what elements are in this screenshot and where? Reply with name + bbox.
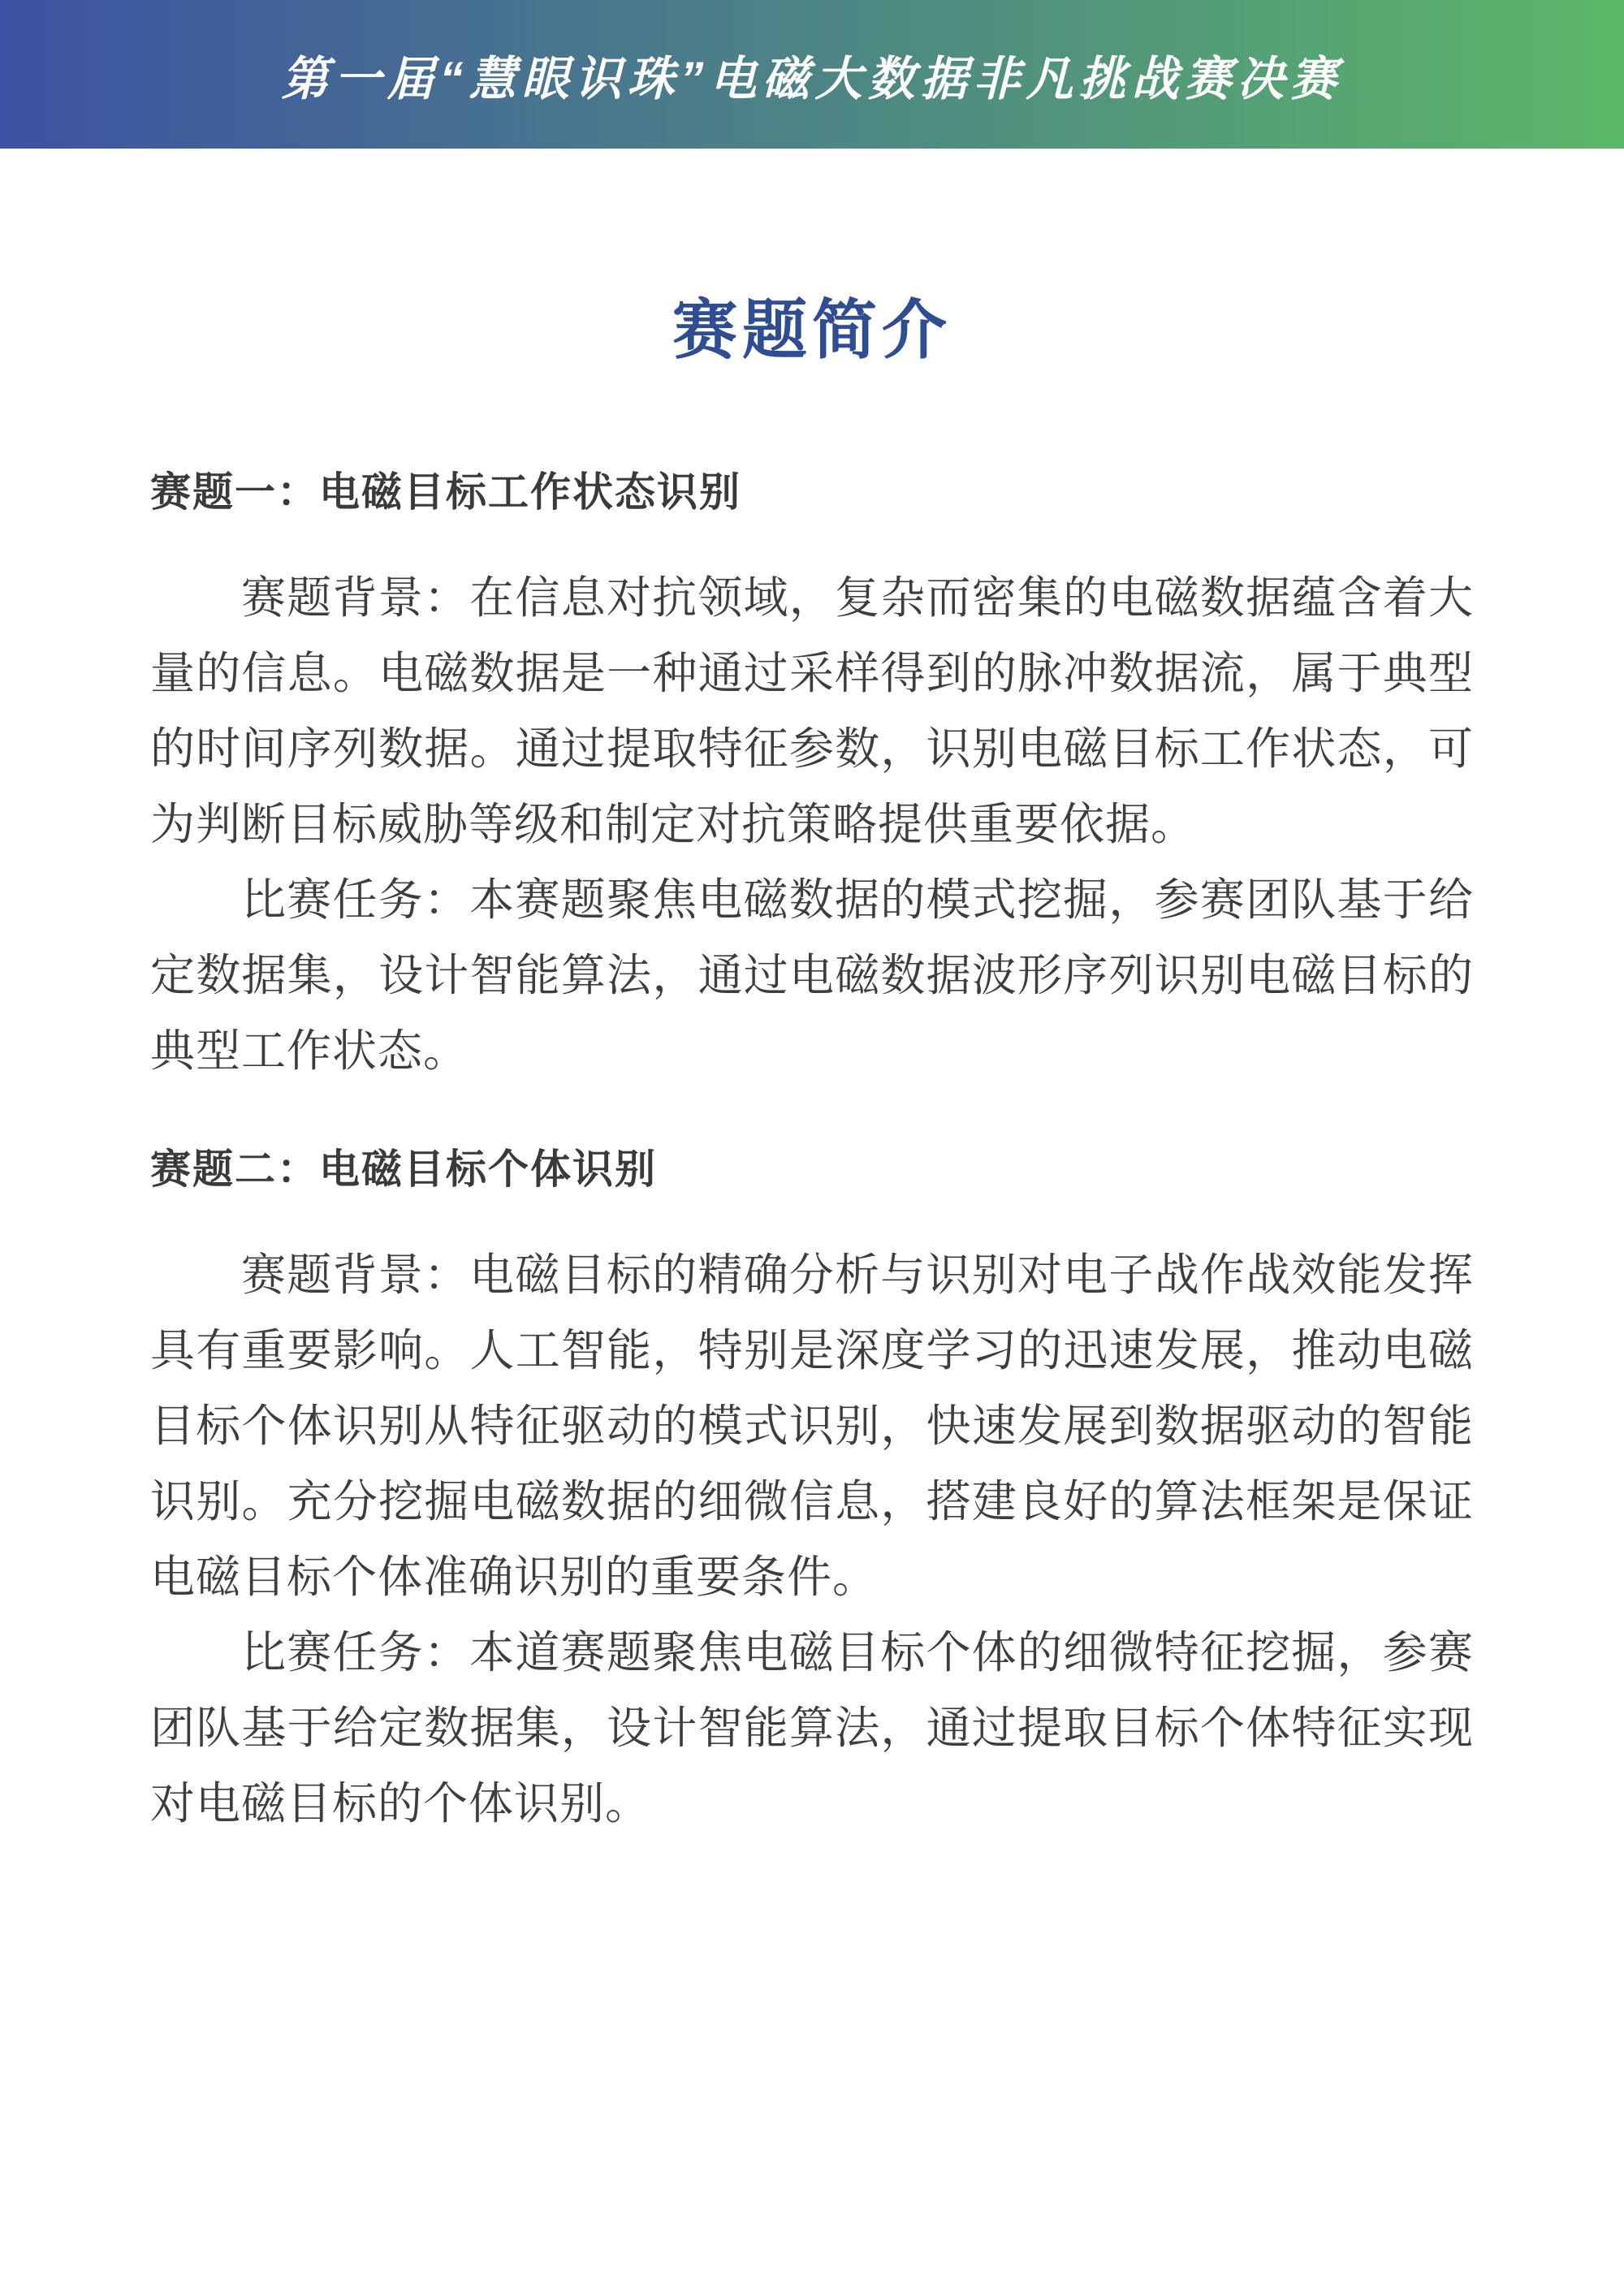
- section-topic-2: [150, 1089, 1474, 1841]
- banner-title: 第一届“慧眼识珠”电磁大数据非凡挑战赛决赛: [281, 52, 1343, 106]
- topic-1-task-paragraph: 比赛任务：本赛题聚焦电磁数据的模式挖掘，参赛团队基于给定数据集，设计智能算法，通过电磁数据波形序列识别电磁目标的典型工作状态。: [150, 874, 1474, 1076]
- document-content: [0, 149, 1624, 1841]
- topic-2-background-paragraph: 赛题背景：电磁目标的精确分析与识别对电子战作战效能发挥具有重要影响。人工智能，特别是深度学习的迅速发展，推动电磁目标个体识别从特征驱动的模式识别，快速发展到数据驱动的智能识别。充分挖掘电磁数据的细微信息，搭建良好的算法框架是保证电磁目标个体准确识别的重要条件。: [150, 1250, 1474, 1602]
- topic-2-task-paragraph: 比赛任务：本道赛题聚焦电磁目标个体的细微特征挖掘，参赛团队基于给定数据集，设计智能算法，通过提取目标个体特征实现对电磁目标的个体识别。: [150, 1627, 1474, 1828]
- section-topic-1: [150, 412, 1474, 1089]
- topic-1-background-paragraph: 赛题背景：在信息对抗领域，复杂而密集的电磁数据蕴含着大量的信息。电磁数据是一种通过采样得到的脉冲数据流，属于典型的时间序列数据。通过提取特征参数，识别电磁目标工作状态，可为判断目标威胁等级和制定对抗策略提供重要依据。: [150, 572, 1474, 849]
- page-title: 赛题简介: [672, 294, 952, 366]
- topic-2-heading: 赛题二：电磁目标个体识别: [150, 1146, 657, 1192]
- header-banner: [0, 0, 1624, 149]
- topic-1-heading: 赛题一：电磁目标工作状态识别: [150, 469, 741, 515]
